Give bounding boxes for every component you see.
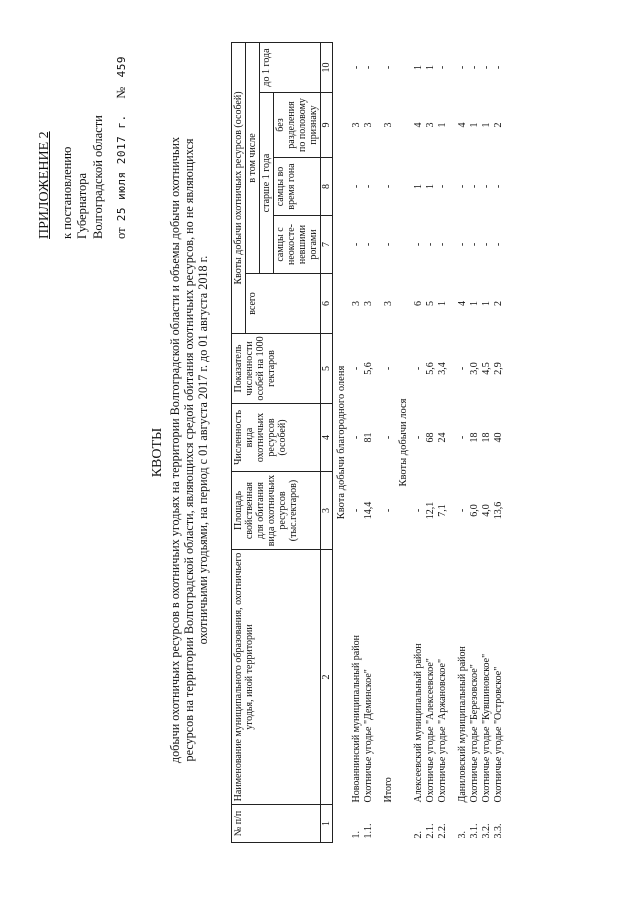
row-density: -: [351, 366, 362, 371]
row-antlers: -: [363, 242, 374, 247]
row-name: Охотничье угодье "Деминское": [363, 669, 374, 803]
row-count: -: [413, 435, 424, 440]
row-under1: -: [469, 65, 480, 70]
header-incl: в том числе: [246, 42, 260, 273]
row-total: 1: [469, 301, 480, 306]
row-num: 1.1.: [363, 823, 374, 839]
appendix-block: [36, 19, 130, 239]
date-value: 25 июля 2017 г.: [115, 114, 129, 222]
row-name: Охотничье угодье "Березовское": [469, 664, 480, 803]
number-sign: №: [114, 86, 129, 99]
row-total: 4: [457, 301, 468, 306]
header-older: старше 1 года: [260, 93, 274, 274]
total-total: 3: [383, 301, 394, 306]
row-nosex: 3: [425, 122, 436, 128]
total-count: -: [383, 435, 394, 440]
row-nosex: 1: [481, 122, 492, 128]
row-count: 40: [493, 432, 504, 443]
header-quota: Квоты добычи охотничьих ресурсов (особей): [232, 42, 246, 333]
row-name: Алексеевский муниципальный район: [413, 643, 424, 803]
row-area: 12,1: [425, 501, 436, 520]
document-subtitle: [168, 65, 210, 835]
row-rut: -: [469, 184, 480, 189]
row-antlers: -: [425, 242, 436, 247]
appendix-date-line: [114, 19, 130, 239]
col-number: 4: [321, 404, 333, 472]
col-number: 2: [321, 550, 333, 805]
row-area: 7,1: [437, 504, 448, 517]
header-rut: самцы во время гона: [274, 158, 321, 216]
header-antlers: самцы с неокосте-невшими рогами: [274, 216, 321, 274]
row-area: -: [413, 508, 424, 513]
total-label: Итого: [383, 777, 394, 803]
row-under1: -: [351, 65, 362, 70]
row-rut: 1: [413, 184, 424, 189]
row-density: -: [413, 366, 424, 371]
section-row: [395, 42, 413, 842]
row-total: 2: [493, 301, 504, 306]
row-under1: 1: [413, 65, 424, 70]
row-num: 3.2.: [481, 823, 492, 839]
table-row: [425, 42, 437, 842]
row-num: 1.: [351, 831, 362, 839]
row-area: -: [351, 508, 362, 513]
row-nosex: 1: [469, 122, 480, 128]
appendix-title: ПРИЛОЖЕНИЕ 2: [37, 131, 52, 239]
row-count: 18: [481, 432, 492, 443]
header-total: всего: [246, 274, 321, 334]
header-num: № п/п: [232, 805, 321, 843]
row-count: 81: [363, 432, 374, 443]
row-antlers: -: [469, 242, 480, 247]
row-rut: -: [493, 184, 504, 189]
table-row: [481, 42, 493, 842]
row-rut: 1: [425, 184, 436, 189]
row-under1: -: [437, 65, 448, 70]
appendix-line-2: Губернатора: [75, 172, 90, 239]
row-nosex: 3: [351, 122, 362, 128]
col-number: 9: [321, 93, 333, 158]
row-total: 3: [351, 301, 362, 306]
total-row: [383, 42, 395, 842]
row-antlers: -: [413, 242, 424, 247]
row-count: -: [457, 435, 468, 440]
row-density: 3,0: [469, 362, 480, 375]
col-number: 10: [321, 42, 333, 92]
row-num: 3.1.: [469, 823, 480, 839]
col-number: 6: [321, 274, 333, 334]
header-area: Площадь свойственная для обитания вида охотничьих ресурсов (тыс.гектаров): [232, 472, 321, 550]
row-num: 2.: [413, 831, 424, 839]
table-row: [493, 42, 505, 842]
row-density: 3,4: [437, 362, 448, 375]
row-total: 1: [437, 301, 448, 306]
row-antlers: -: [457, 242, 468, 247]
total-rut: -: [383, 184, 394, 189]
header-density: Показатель численности особей на 1000 гектаров: [232, 334, 321, 404]
document-heading: КВОТЫ: [150, 427, 165, 478]
table-row: [457, 42, 469, 842]
row-area: 4,0: [481, 504, 492, 517]
col-number: 7: [321, 216, 333, 274]
row-count: -: [351, 435, 362, 440]
row-under1: -: [363, 65, 374, 70]
row-under1: -: [493, 65, 504, 70]
row-rut: -: [457, 184, 468, 189]
appendix-line-1: к постановлению: [59, 146, 74, 239]
row-nosex: 2: [493, 122, 504, 128]
section-deer-title: Квота добычи благородного оленя: [336, 365, 348, 520]
table-row: [363, 42, 375, 842]
row-name: Новоаннинский муниципальный район: [351, 635, 362, 803]
row-num: 3.: [457, 831, 468, 839]
row-rut: -: [481, 184, 492, 189]
row-total: 5: [425, 301, 436, 306]
table-row: [351, 42, 363, 842]
header-name: Наименование муниципального образования, охотничьего угодья, иной территории: [232, 550, 321, 805]
row-density: 5,6: [425, 362, 436, 375]
section-moose-title: Квоты добычи лося: [398, 398, 410, 487]
col-number: 5: [321, 334, 333, 404]
total-area: -: [383, 508, 394, 513]
row-nosex: 1: [437, 122, 448, 128]
header-count: Численность вида охотничьих ресурсов (особей): [232, 404, 321, 472]
number-value: 459: [115, 56, 129, 78]
row-count: 18: [469, 432, 480, 443]
header-under1: до 1 года: [260, 42, 321, 92]
row-name: Охотничье угодье "Островское": [493, 666, 504, 803]
row-antlers: -: [481, 242, 492, 247]
row-under1: -: [481, 65, 492, 70]
row-density: 5,6: [363, 362, 374, 375]
row-rut: -: [351, 184, 362, 189]
col-number: 8: [321, 158, 333, 216]
row-name: Охотничье угодье "Алексеевское": [425, 658, 436, 803]
row-count: 24: [437, 432, 448, 443]
total-density: -: [383, 366, 394, 371]
row-rut: -: [363, 184, 374, 189]
total-antlers: -: [383, 242, 394, 247]
total-under1: -: [383, 65, 394, 70]
subtitle-line-3: охотничьими угодьями, на период с 01 августа 2017 г. до 01 августа 2018 г.: [196, 255, 211, 645]
col-number: 1: [321, 805, 333, 843]
row-nosex: 3: [363, 122, 374, 128]
row-area: 13,6: [493, 501, 504, 520]
row-area: -: [457, 508, 468, 513]
row-antlers: -: [351, 242, 362, 247]
table-row: [469, 42, 481, 842]
subtitle-line-1: добычи охотничьих ресурсов в охотничьих угодьях на территории Волгоградской области и объемы добычи охотничьих: [168, 136, 182, 764]
row-under1: -: [457, 65, 468, 70]
row-num: 3.3.: [493, 823, 504, 839]
subtitle-line-2: ресурсов на территории Волгоградской области, являющихся средой обитания охотничьих ресурсов, но не являющихся: [182, 138, 197, 762]
table-row: [437, 42, 449, 842]
row-num: 2.1.: [425, 823, 436, 839]
row-num: 2.2.: [437, 823, 448, 839]
row-under1: 1: [425, 65, 436, 70]
section-row: [333, 42, 352, 842]
total-nosex: 3: [383, 122, 394, 128]
col-number: 3: [321, 472, 333, 550]
quota-table: [231, 42, 505, 843]
table-row: [413, 42, 425, 842]
row-rut: -: [437, 184, 448, 189]
row-count: 68: [425, 432, 436, 443]
row-antlers: -: [437, 242, 448, 247]
row-total: 3: [363, 301, 374, 306]
row-total: 1: [481, 301, 492, 306]
row-nosex: 4: [457, 122, 468, 128]
row-name: Охотничье угодье "Кувшиновское": [481, 653, 492, 803]
row-name: Даниловский муниципальный район: [457, 646, 468, 803]
row-density: 2,9: [493, 362, 504, 375]
appendix-line-3: Волгоградской области: [90, 115, 105, 239]
row-antlers: -: [493, 242, 504, 247]
row-area: 14,4: [363, 501, 374, 520]
date-prefix: от: [114, 227, 129, 239]
row-area: 6,0: [469, 504, 480, 517]
row-nosex: 4: [413, 122, 424, 128]
row-total: 6: [413, 301, 424, 306]
header-nosex: без разделения по половому признаку: [274, 93, 321, 158]
row-name: Охотничье угодье "Аржановское": [437, 658, 448, 803]
row-density: 4,5: [481, 362, 492, 375]
row-density: -: [457, 366, 468, 371]
